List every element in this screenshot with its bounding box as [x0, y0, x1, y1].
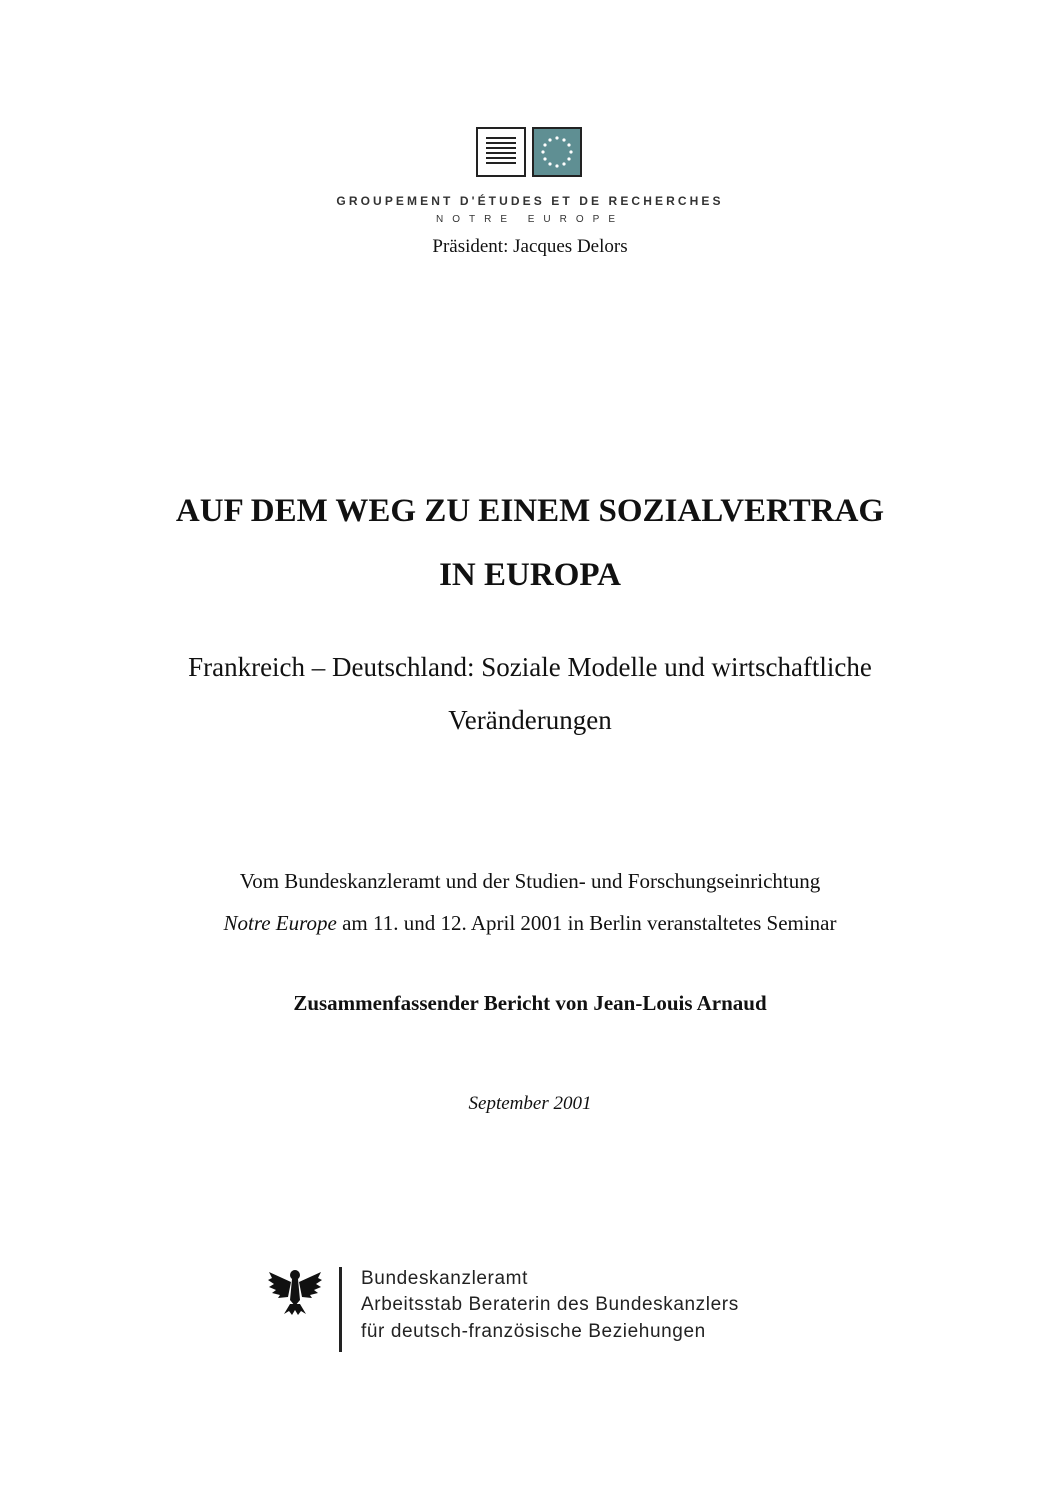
footer-line-1: Bundeskanzleramt: [361, 1268, 528, 1289]
subtitle-line-2: Veränderungen: [448, 705, 612, 735]
seminar-line-2: [0, 911, 1060, 936]
president-line: Präsident: Jacques Delors: [432, 236, 628, 257]
footer-divider: [339, 1267, 342, 1352]
federal-eagle-icon: [266, 1266, 324, 1316]
seminar-line-1: Vom Bundeskanzleramt und der Studien- und Forschungseinrichtung: [239, 869, 821, 893]
eu-stars-icon: [532, 127, 582, 177]
seminar-line-2-rest: am 11. und 12. April 2001 in Berlin veranstaltetes Seminar: [336, 911, 837, 935]
publication-date: September 2001: [468, 1093, 592, 1114]
footer-line-2: Arbeitsstab Beraterin des Bundeskanzlers: [361, 1294, 739, 1315]
report-author: Zusammenfassender Bericht von Jean-Louis Arnaud: [293, 991, 767, 1015]
title-line-2: IN EUROPA: [439, 557, 621, 593]
org-subname: NOTRE EUROPE: [435, 214, 624, 225]
title-line-1: AUF DEM WEG ZU EINEM SOZIALVERTRAG: [175, 493, 885, 529]
org-name: GROUPEMENT D'ÉTUDES ET DE RECHERCHES: [336, 194, 724, 208]
notre-europe-logo: [476, 127, 584, 177]
subtitle-line-1: Frankreich – Deutschland: Soziale Modelle und wirtschaftliche: [188, 652, 872, 682]
seminar-notre-europe: Notre Europe: [223, 911, 337, 935]
footer-line-3: für deutsch-französische Beziehungen: [361, 1321, 706, 1342]
document-lines-icon: [476, 127, 526, 177]
